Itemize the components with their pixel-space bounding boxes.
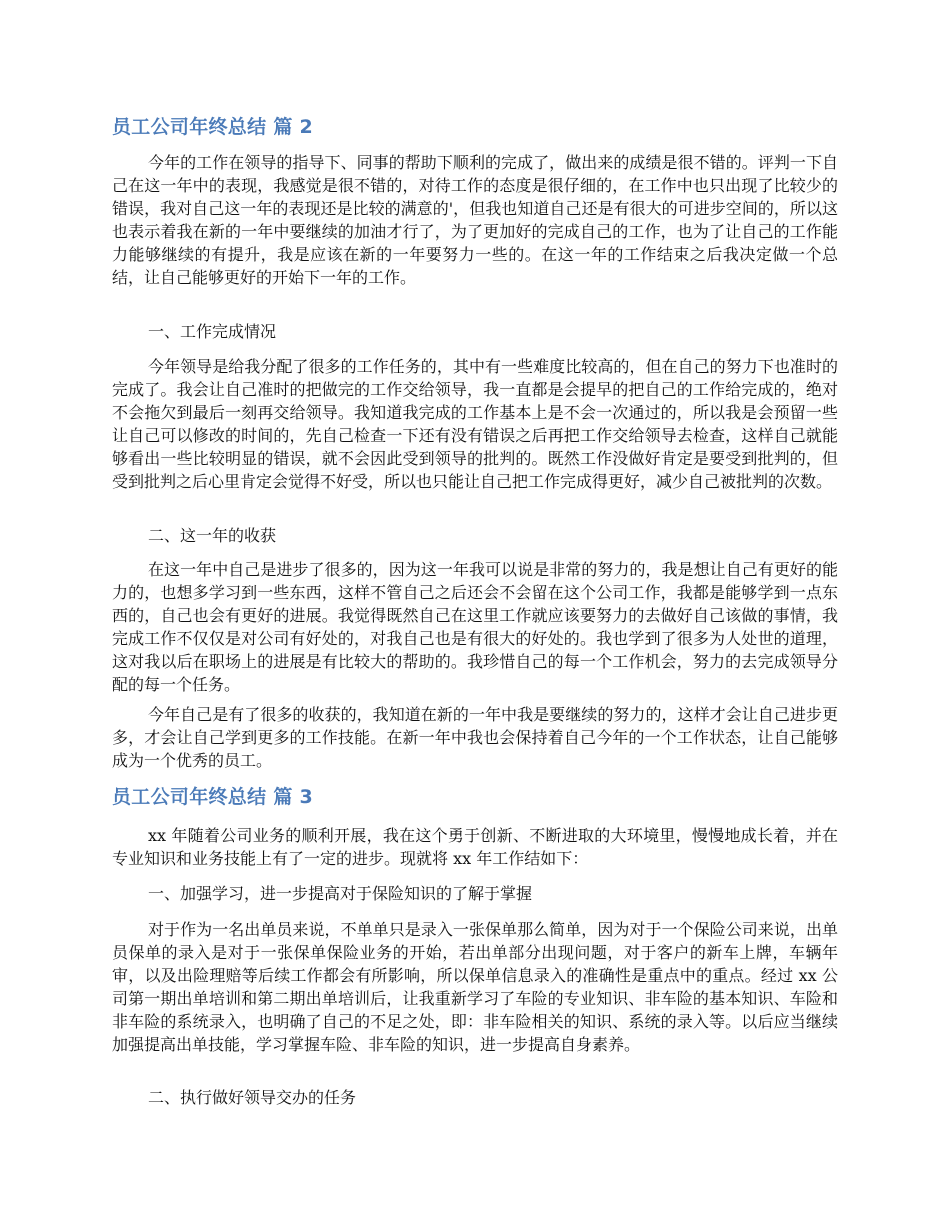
section-title: 员工公司年终总结 篇 3 xyxy=(112,786,314,808)
paragraph: xx 年随着公司业务的顺利开展，我在这个勇于创新、不断进取的大环境里，慢慢地成长着，并在专业知识和业务技能上有了一定的进步。现就将 xx 年工作结如下： xyxy=(112,826,838,868)
paragraph: 今年自己是有了很多的收获的，我知道在新的一年中我是要继续的努力的，这样才会让自己进步更多，才会让自己学到更多的工作技能。在新一年中我也会保持着自己今年的一个工作状态，让自己能够成为一个优秀的员工。 xyxy=(112,705,838,770)
section-title: 员工公司年终总结 篇 2 xyxy=(112,116,314,138)
paragraph: 在这一年中自己是进步了很多的，因为这一年我可以说是非常的努力的，我是想让自己有更好的能力的，也想多学习到一些东西，这样不管自己之后还会不会留在这个公司工作，我都是能够学到一点东西的，自己也会有更好的进展。我觉得既然自己在这里工作就应该要努力的去做好自己该做的事情，我完成工作不仅仅是对公司有好处的，对我自己也是有很大的好处的。我也学到了很多为人处世的道理，这对我以后在职场上的进展是有比较大的帮助的。我珍惜自己的每一个工作机会，努力的去完成领导分配的每一个任务。 xyxy=(112,560,838,694)
subheading: 二、这一年的收获 xyxy=(148,526,277,545)
subheading: 一、加强学习，进一步提高对于保险知识的了解于掌握 xyxy=(148,884,533,903)
paragraph: 对于作为一名出单员来说，不单单只是录入一张保单那么简单，因为对于一个保险公司来说，出单员保单的录入是对于一张保单保险业务的开始，若出单部分出现问题，对于客户的新车上牌，车辆年审，以及出险理赔等后续工作都会有所影响，所以保单信息录入的准确性是重点中的重点。经过 xx 公司第一期出单培训和第二期出单培训后，让我重新学习了车险的专业知识、非车险的基本知识、车险和非车险的系统录入，也明确了自己的不足之处，即：非车险相关的知识、系统的录入等。以后应当继续加强提高出单技能，学习掌握车险、非车险的知识，进一步提高自身素养。 xyxy=(112,920,838,1054)
paragraph: 今年的工作在领导的指导下、同事的帮助下顺利的完成了，做出来的成绩是很不错的。评判一下自己在这一年中的表现，我感觉是很不错的，对待工作的态度是很仔细的，在工作中也只出现了比较少的错误，我对自己这一年的表现还是比较的满意的'，但我也知道自己还是有很大的可进步空间的，所以这也表示着我在新的一年中要继续的加油才行了，为了更加好的完成自己的工作，也为了让自己的工作能力能够继续的有提升，我是应该在新的一年要努力一些的。在这一年的工作结束之后我决定做一个总结，让自己能够更好的开始下一年的工作。 xyxy=(112,153,838,287)
subheading: 一、工作完成情况 xyxy=(148,322,277,341)
paragraph: 今年领导是给我分配了很多的工作任务的，其中有一些难度比较高的，但在自己的努力下也准时的完成了。我会让自己准时的把做完的工作交给领导，我一直都是会提早的把自己的工作给完成的，绝对不会拖欠到最后一刻再交给领导。我知道我完成的工作基本上是不会一次通过的，所以我是会预留一些让自己可以修改的时间的，先自己检查一下还有没有错误之后再把工作交给领导去检查，这样自己就能够看出一些比较明显的错误，就不会因此受到领导的批判的。既然工作没做好肯定是要受到批判的，但受到批判之后心里肯定会觉得不好受，所以也只能让自己把工作完成得更好，减少自己被批判的次数。 xyxy=(112,357,838,491)
subheading: 二、执行做好领导交办的任务 xyxy=(148,1088,357,1107)
